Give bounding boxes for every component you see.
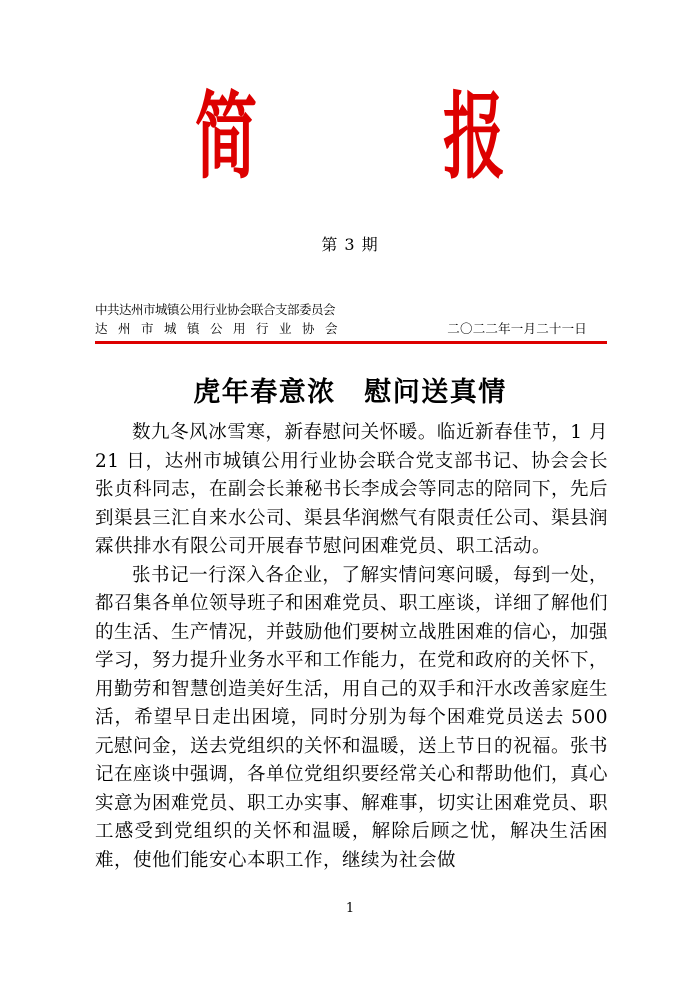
masthead-title-char-2: 报 <box>442 82 506 192</box>
org-date-row <box>95 319 607 338</box>
article-body <box>95 419 608 875</box>
masthead-title-char-1: 简 <box>194 82 258 192</box>
issue-date: 二〇二二年一月二十一日 <box>447 321 587 336</box>
article-paragraph-2: 张书记一行深入各企业，了解实情问寒问暖，每到一处，都召集各单位领导班子和困难党员、职工座谈，详细了解他们的生活、生产情况，并鼓励他们要树立战胜困难的信心，加强学习，努力提升业务水平和工作能力，在党和政府的关怀下，用勤劳和智慧创造美好生活，用自己的双手和汗水改善家庭生活，希望早日走出困境，同时分别为每个困难党员送去 500 元慰问金，送去党组织的关怀和温暖，送上节日的祝福。张书记在座谈中强调，各单位党组织要经常关心和帮助他们，真心实意为困难党员、职工办实事、解难事，切实让困难党员、职工感受到党组织的关怀和温暖，解除后顾之忧，解决生活困难，使他们能安心本职工作，继续为社会做 <box>95 564 609 871</box>
issue-label: 第 3 期 <box>321 235 379 254</box>
org-name-line1: 中共达州市城镇公用行业协会联合支部委员会 <box>95 302 336 317</box>
header-org-block <box>95 300 607 338</box>
article-title: 虎年春意浓 慰问送真情 <box>193 377 507 408</box>
masthead-title <box>0 0 700 192</box>
org-name-line2: 达州市城镇公用行业协会 <box>95 321 349 336</box>
page-number: 1 <box>345 901 355 916</box>
article-paragraph-1: 数九冬风冰雪寒，新春慰问关怀暖。临近新春佳节，1 月 21 日，达州市城镇公用行业协会联合党支部书记、协会会长张贞科同志，在副会长兼秘书长李成会等同志的陪同下，先后到渠县三汇自来水公司、渠县华润燃气有限责任公司、渠县润霖供排水有限公司开展春节慰问困难党员、职工活动。 <box>95 422 609 557</box>
header-rule-divider <box>95 341 607 344</box>
